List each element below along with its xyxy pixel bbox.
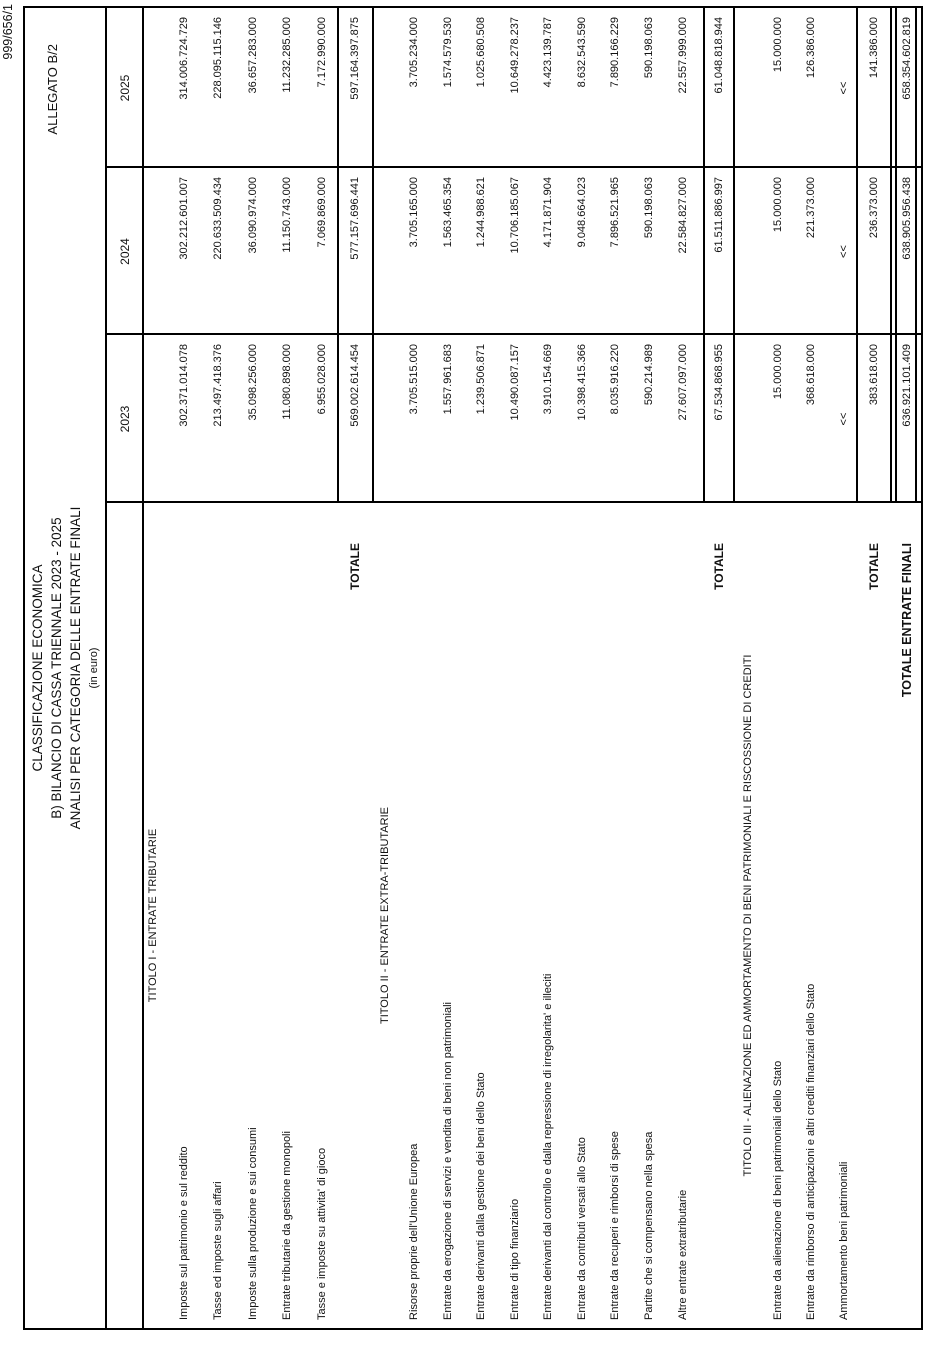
section-header-titolo-2	[379, 8, 392, 1328]
value-2024: 302.212.601.007	[178, 177, 190, 260]
value-2025: 590.198.063	[643, 17, 655, 79]
value-2024: 220.633.509.434	[212, 177, 224, 260]
report-title-line-2: B) BILANCIO DI CASSA TRIENNALE 2023 - 2025	[49, 517, 64, 819]
total-rule	[733, 8, 735, 503]
table-row	[247, 8, 260, 1328]
description-header-cell	[107, 503, 142, 1328]
total-row-titolo-1	[339, 8, 372, 1328]
row-label: Entrate da recuperi e rimborsi di spese	[609, 1131, 621, 1320]
value-2025: 126.386.000	[805, 17, 817, 79]
table-row	[475, 8, 488, 1328]
table-row	[838, 8, 851, 1328]
value-2025: 314.006.724.729	[178, 17, 190, 100]
table-row	[805, 8, 818, 1328]
table-row	[542, 8, 555, 1328]
value-2024: 9.048.664.023	[576, 177, 588, 248]
value-2023: 35.098.256.000	[247, 344, 259, 421]
value-2024: <<	[838, 245, 850, 258]
value-2024: 577.157.696.441	[349, 177, 361, 260]
double-rule	[915, 8, 917, 503]
value-2025: 597.164.397.875	[349, 17, 361, 100]
total-row-titolo-3	[858, 8, 890, 1328]
value-2025: 11.232.285.000	[281, 17, 293, 93]
table-row	[212, 8, 225, 1328]
row-label: Entrate derivanti dalla gestione dei beni dello Stato	[475, 1072, 487, 1320]
value-2024: 10.706.185.067	[509, 177, 521, 254]
value-2025: 658.354.602.819	[900, 17, 913, 100]
table-row	[316, 8, 329, 1328]
value-2023: 636.921.101.409	[900, 344, 913, 427]
value-2025: 36.657.283.000	[247, 17, 259, 94]
value-2024: 590.198.063	[643, 177, 655, 239]
value-2025: 228.095.115.146	[212, 17, 224, 99]
doc-number: 999/656/1	[1, 4, 15, 60]
value-2024: 11.150.743.000	[281, 177, 293, 253]
row-label: Partite che si compensano nella spesa	[643, 1131, 655, 1320]
value-2023: 6.955.028.000	[316, 344, 328, 415]
value-2023: 3.705.515.000	[408, 344, 420, 415]
value-2025: 7.890.166.229	[609, 17, 621, 88]
table-row	[609, 8, 622, 1328]
row-label: Entrate di tipo finanziario	[509, 1198, 521, 1320]
value-2024: 1.244.988.621	[475, 177, 487, 248]
row-label: Entrate tributarie da gestione monopoli	[281, 1131, 293, 1320]
value-2023: 3.910.154.669	[542, 344, 554, 415]
value-2025: 1.025.680.508	[475, 17, 487, 88]
table-row	[576, 8, 589, 1328]
value-2024: 4.171.871.904	[542, 177, 554, 248]
table-row	[281, 8, 294, 1328]
report-title-units: (in euro)	[88, 647, 100, 689]
value-2025: 10.649.278.237	[509, 17, 521, 94]
value-2023: 10.490.087.157	[509, 344, 521, 421]
total-label: TOTALE	[866, 543, 881, 590]
value-2023: 383.618.000	[867, 344, 880, 406]
value-2025: 3.705.234.000	[408, 17, 420, 88]
row-label: Tasse ed imposte sugli affari	[212, 1181, 224, 1320]
row-label: Ammortamento beni patrimoniali	[838, 1161, 850, 1320]
total-label: TOTALE	[348, 543, 362, 590]
total-label: TOTALE	[711, 543, 726, 590]
value-2023: 8.035.916.220	[609, 344, 621, 415]
value-2023: 15.000.000	[772, 344, 784, 400]
value-2023: 10.398.415.366	[576, 344, 588, 421]
row-label: Tasse e imposte su attivita' di gioco	[316, 1147, 328, 1320]
value-2025: <<	[838, 81, 850, 95]
table-row	[442, 8, 455, 1328]
value-2025: 22.557.999.000	[677, 17, 689, 94]
row-label: Entrate da erogazione di servizi e vendita di beni non patrimoniali	[442, 1002, 454, 1320]
report-title-line-1: CLASSIFICAZIONE ECONOMICA	[30, 564, 45, 772]
report-title-line-3: ANALISI PER CATEGORIA DELLE ENTRATE FINALI	[68, 506, 83, 830]
grand-total-row	[899, 8, 915, 1328]
year-header-2025: 2025	[117, 74, 132, 102]
value-2023: 11.080.898.000	[281, 344, 293, 420]
row-label: Entrate da contributi versati allo Stato	[576, 1137, 588, 1320]
table-row	[509, 8, 522, 1328]
value-2024: 1.563.465.354	[442, 177, 454, 248]
value-2023: <<	[838, 412, 850, 426]
double-rule	[890, 8, 892, 503]
table-row	[772, 8, 785, 1328]
value-2024: 221.373.000	[805, 177, 817, 239]
value-2024: 236.373.000	[867, 177, 880, 239]
value-2023: 213.497.418.376	[212, 344, 224, 427]
total-rule	[372, 8, 374, 503]
year-header-2023: 2023	[117, 405, 132, 433]
value-2025: 1.574.579.530	[442, 17, 454, 88]
value-2023: 302.371.014.078	[178, 344, 190, 427]
value-2024: 61.511.886.997	[712, 177, 725, 253]
value-2023: 27.607.097.000	[677, 344, 689, 421]
row-label: Risorse proprie dell'Unione Europea	[408, 1143, 420, 1320]
value-2024: 15.000.000	[772, 177, 784, 233]
section-title: TITOLO II - ENTRATE EXTRA-TRIBUTARIE	[379, 807, 391, 1024]
row-label: Imposte sul patrimonio e sul reddito	[178, 1146, 190, 1320]
row-label: Imposte sulla produzione e sui consumi	[247, 1127, 259, 1320]
allegato-label: ALLEGATO B/2	[45, 44, 60, 135]
value-2023: 368.618.000	[805, 344, 817, 406]
value-2024: 7.069.869.000	[316, 177, 328, 248]
row-label: Entrate da rimborso di anticipazioni e altri crediti finanziari dello Stato	[805, 983, 817, 1320]
table-row	[408, 8, 421, 1328]
value-2023: 569.002.614.454	[349, 344, 361, 427]
report-titles	[28, 8, 103, 1328]
value-2025: 61.048.818.944	[712, 17, 725, 94]
row-label: Altre entrate extratributarie	[677, 1189, 689, 1320]
value-2023: 67.534.868.955	[712, 344, 725, 421]
table-row	[178, 8, 191, 1328]
table-row	[677, 8, 690, 1328]
section-header-titolo-1	[147, 8, 160, 1328]
table-row	[643, 8, 656, 1328]
value-2024: 3.705.165.000	[408, 177, 420, 248]
row-label: Entrate derivanti dal controllo e dalla repressione di irregolarita' e illeciti	[542, 973, 554, 1320]
section-title: TITOLO III - ALIENAZIONE ED AMMORTAMENTO DI BENI PATRIMONIALI E RISCOSSIONE DI CREDITI	[742, 654, 754, 1177]
value-2023: 1.239.506.871	[475, 344, 487, 415]
title-band	[25, 8, 107, 1328]
value-2025: 15.000.000	[772, 17, 784, 73]
total-row-titolo-2	[705, 8, 733, 1328]
value-2025: 7.172.990.000	[316, 17, 328, 88]
value-2025: 141.386.000	[867, 17, 880, 79]
value-2024: 7.896.521.965	[609, 177, 621, 248]
grand-total-label: TOTALE ENTRATE FINALI	[899, 543, 914, 698]
value-2023: 590.214.989	[643, 344, 655, 406]
value-2024: 638.905.956.438	[900, 177, 913, 260]
budget-table	[23, 6, 923, 1330]
section-title: TITOLO I - ENTRATE TRIBUTARIE	[147, 828, 159, 1003]
value-2025: 4.423.139.787	[542, 17, 554, 88]
section-header-titolo-3	[742, 8, 755, 1328]
year-header-row	[107, 8, 144, 1328]
value-2025: 8.632.543.590	[576, 17, 588, 88]
year-header-2024: 2024	[117, 238, 132, 265]
double-rule	[895, 8, 897, 503]
row-label: Entrate da alienazione di beni patrimoniali dello Stato	[772, 1060, 784, 1320]
value-2024: 22.584.827.000	[677, 177, 689, 254]
value-2023: 1.557.961.683	[442, 344, 454, 415]
value-2024: 36.090.974.000	[247, 177, 259, 254]
